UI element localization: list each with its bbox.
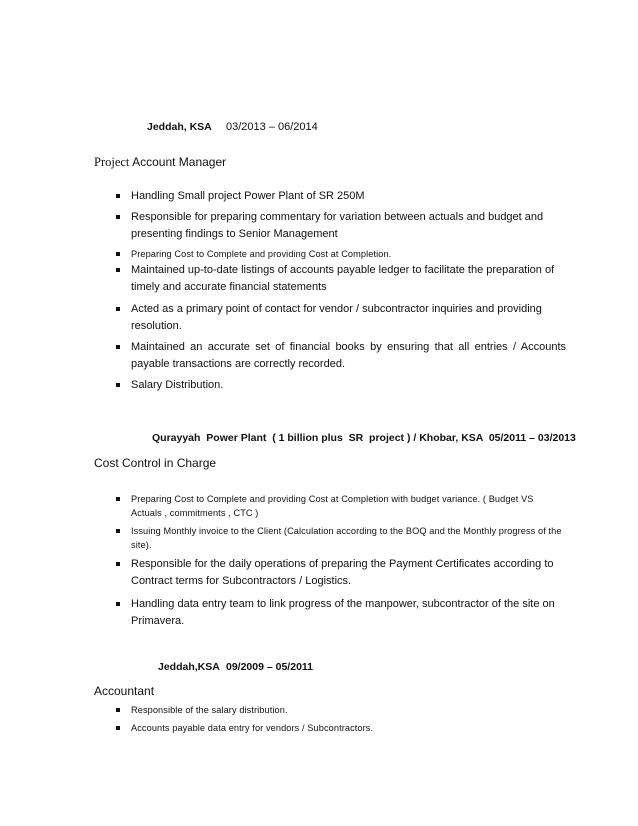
list-item: Handling data entry team to link progress of the manpower, subcontractor of the site on Primavera. — [116, 596, 566, 630]
bullet-icon — [116, 345, 120, 349]
bullet-icon — [116, 562, 120, 566]
list-item: Maintained an accurate set of financial books by ensuring that all entries / Accounts payable transactions are correctly recorded. — [116, 339, 566, 373]
bullet-icon — [116, 383, 120, 387]
bullet-icon — [116, 268, 120, 272]
list-item: Issuing Monthly invoice to the Client (Calculation according to the BOQ and the Monthly progress of the site). — [116, 524, 566, 552]
list-item: Responsible for the daily operations of preparing the Payment Certificates according to Contract terms for Subcontractors / Logistics. — [116, 556, 566, 590]
list-item: Accounts payable data entry for vendors / Subcontractors. — [116, 721, 566, 735]
list-item: Preparing Cost to Complete and providing Cost at Completion. — [116, 247, 566, 261]
job-title-rest: Account Manager — [129, 155, 227, 169]
job-duties-list — [116, 492, 566, 630]
bullet-icon — [116, 194, 120, 198]
job-duties-list — [116, 188, 566, 394]
job-location: Jeddah,KSA — [158, 661, 220, 673]
bullet-icon — [116, 215, 120, 219]
job-title: Cost Control in Charge — [94, 456, 217, 470]
job-title-first-word: Project — [94, 155, 130, 169]
list-item: Maintained up-to-date listings of accounts payable ledger to facilitate the preparation of timely and accurate financial statements — [116, 262, 566, 296]
job-location: Qurayyah Power Plant ( 1 billion plus SR project ) / Khobar, KSA 05/2011 – 03/2013 — [152, 432, 576, 444]
list-item: Preparing Cost to Complete and providing Cost at Completion with budget variance. ( Budget VS Actuals , commitments , CTC ) — [116, 492, 566, 520]
bullet-icon — [116, 497, 120, 501]
list-item: Responsible of the salary distribution. — [116, 703, 566, 717]
job-duties-list — [116, 703, 566, 735]
job-dates: 03/2013 – 06/2014 — [226, 121, 318, 133]
bullet-icon — [116, 602, 120, 606]
bullet-icon — [116, 307, 120, 311]
job-location: Jeddah, KSA — [147, 121, 212, 133]
job-title: Accountant — [94, 684, 155, 698]
list-item: Handling Small project Power Plant of SR 250M — [116, 188, 566, 205]
list-item: Acted as a primary point of contact for vendor / subcontractor inquiries and providing resolution. — [116, 301, 566, 335]
bullet-icon — [116, 252, 120, 256]
bullet-icon — [116, 529, 120, 533]
list-item: Responsible for preparing commentary for variation between actuals and budget and presenting findings to Senior Management — [116, 209, 566, 243]
bullet-icon — [116, 726, 120, 730]
job-title — [94, 155, 226, 170]
list-item: Salary Distribution. — [116, 377, 566, 394]
job-dates: 09/2009 – 05/2011 — [226, 661, 314, 673]
bullet-icon — [116, 708, 120, 712]
